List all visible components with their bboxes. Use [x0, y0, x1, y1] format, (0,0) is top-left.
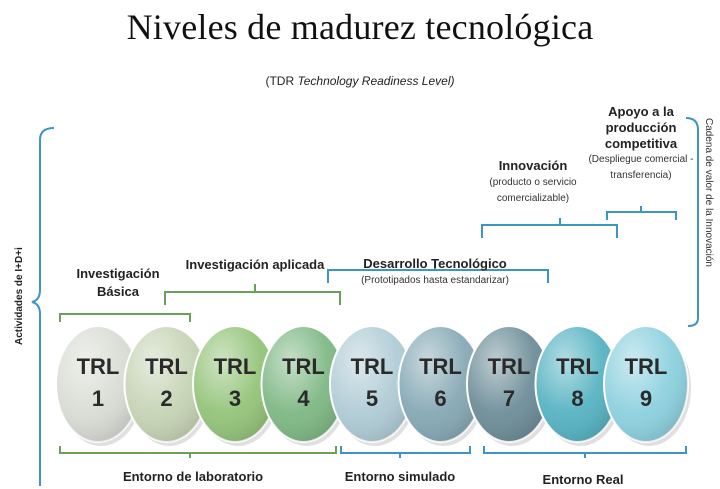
phase-dev-sub: (Prototipados hasta estandarizar)	[361, 275, 509, 286]
trl-number: 2	[160, 386, 173, 411]
subtitle-prefix: (TDR	[265, 74, 295, 88]
bracket-support	[607, 206, 676, 220]
right-axis-label: Cadena de valor de la Innovación	[703, 118, 714, 267]
bracket-basic	[60, 314, 190, 322]
phase-support-sub1: (Despliegue comercial -	[588, 154, 694, 165]
phase-innov-sub2: comercializable)	[496, 193, 570, 204]
trl-label: TRL	[350, 354, 394, 379]
phase-basic	[68, 265, 168, 301]
trl-number: 5	[365, 386, 379, 411]
phase-innov-title: Innovación	[498, 158, 568, 173]
bracket-sim	[341, 446, 470, 458]
phase-dev-title: Desarrollo Tecnológico	[363, 256, 507, 271]
trl-circle-9	[604, 326, 691, 446]
phase-dev	[345, 255, 525, 289]
trl-label: TRL	[624, 354, 668, 379]
phase-basic-line1: Investigación	[76, 266, 160, 281]
bracket-applied	[165, 284, 340, 305]
phase-support	[582, 104, 700, 184]
trl-number: 3	[228, 386, 242, 411]
phase-basic-line2: Básica	[97, 284, 139, 299]
env-sim: Entorno simulado	[344, 469, 456, 484]
subtitle-italic: Technology Readiness Level)	[297, 74, 455, 88]
phase-support-line3: competitiva	[604, 136, 678, 151]
phase-support-line2: producción	[605, 120, 677, 135]
trl-label: TRL	[282, 354, 325, 379]
trl-number: 1	[91, 386, 105, 411]
env-real: Entorno Real	[542, 472, 624, 487]
trl-label: TRL	[556, 354, 599, 379]
trl-number: 6	[434, 386, 447, 411]
phase-applied: Investigación aplicada	[185, 257, 325, 272]
phase-innov	[478, 157, 588, 207]
trl-label: TRL	[419, 354, 462, 379]
trl-number: 4	[297, 386, 310, 411]
left-axis-bracket	[32, 128, 54, 486]
phase-support-line1: Apoyo a la	[608, 104, 674, 119]
bracket-lab	[60, 446, 336, 458]
bracket-real	[484, 446, 686, 458]
trl-circle-shine	[604, 326, 688, 442]
phase-innov-sub1: (producto o servicio	[489, 177, 577, 188]
trl-number: 9	[639, 386, 653, 411]
trl-label: TRL	[76, 354, 120, 379]
trl-label: TRL	[145, 354, 188, 379]
env-lab: Entorno de laboratorio	[122, 469, 264, 484]
trl-circles	[56, 326, 691, 446]
page-title: Niveles de madurez tecnológica	[126, 7, 594, 47]
trl-label: TRL	[487, 354, 531, 379]
trl-number: 7	[502, 386, 516, 411]
left-axis-label: Actividades de I+D+i	[14, 247, 25, 345]
trl-label: TRL	[213, 354, 257, 379]
phase-support-sub2: transferencia)	[610, 170, 672, 181]
bracket-innov	[482, 218, 617, 238]
trl-number: 8	[571, 386, 584, 411]
